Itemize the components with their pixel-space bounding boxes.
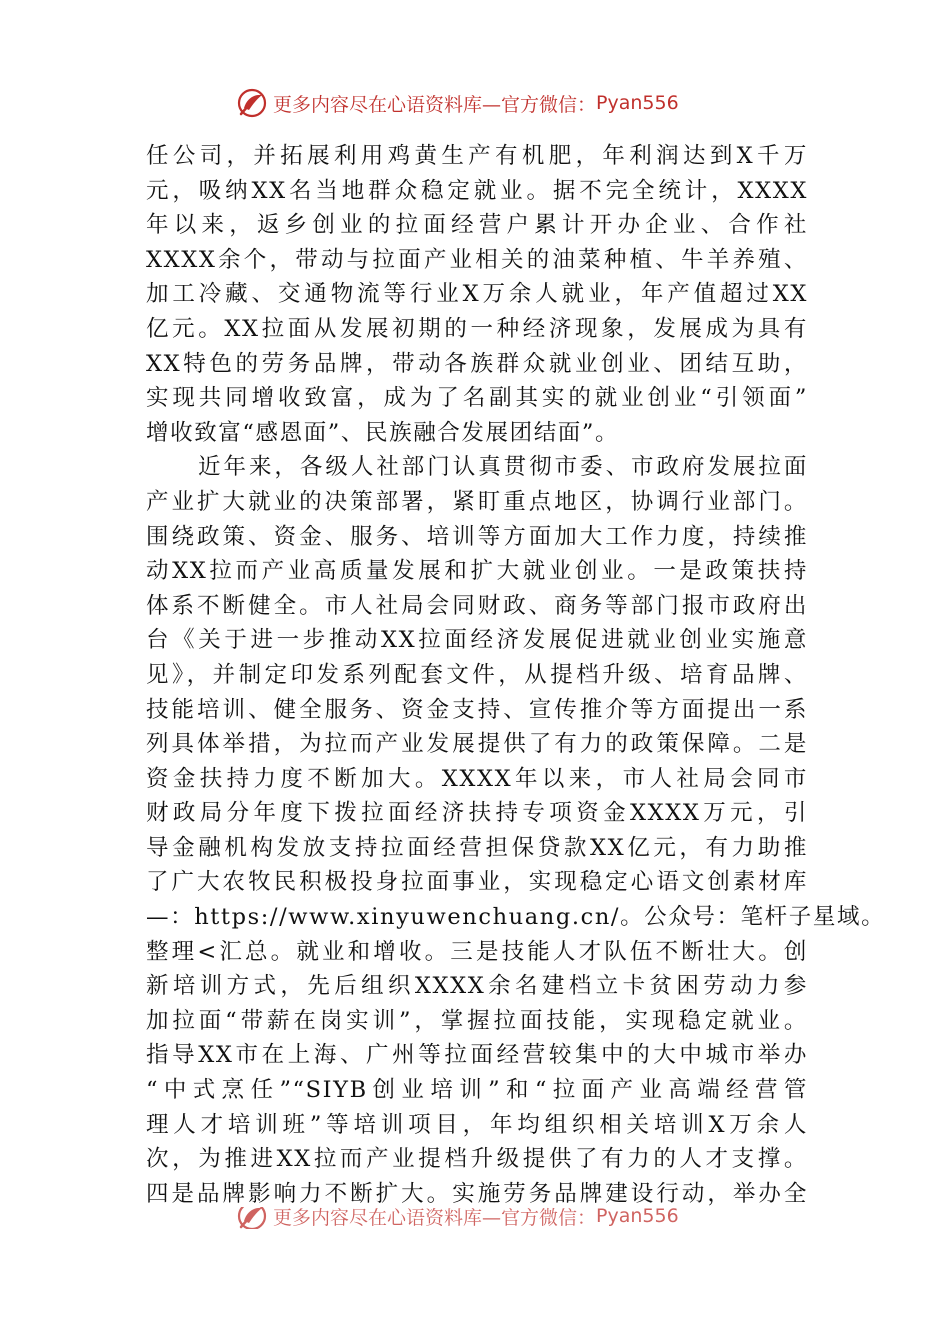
body-line: 资金扶持力度不断加大。XXXX年以来，市人社局会同市	[146, 765, 808, 792]
watermark-header	[235, 86, 679, 120]
body-line: 列具体举措，为拉而产业发展提供了有力的政策保障。二是	[146, 731, 808, 758]
watermark-footer	[235, 1207, 679, 1229]
body-line: 理人才培训班”等培训项目，年均组织相关培训X万余人	[146, 1111, 808, 1138]
body-line: 实现共同增收致富，成为了名副其实的就业创业“引领面”	[146, 385, 808, 412]
body-line: 围绕政策、资金、服务、培训等方面加大工作力度，持续推	[146, 523, 808, 550]
watermark-handle: Pyan556	[596, 1207, 679, 1227]
watermark-logo-icon	[235, 1207, 269, 1229]
watermark-handle: Pyan556	[596, 92, 679, 114]
body-line: 次，为推进XX拉而产业提档升级提供了有力的人才支撑。	[146, 1146, 808, 1173]
body-line: —：https://www.xinyuwenchuang.cn/。公众号：笔杆子星域。	[146, 904, 886, 931]
watermark-text: 更多内容尽在心语资料库—官方微信：	[273, 1207, 597, 1229]
body-line: 近年来，各级人社部门认真贯彻市委、市政府发展拉面	[198, 454, 808, 481]
watermark-text: 更多内容尽在心语资料库—官方微信：	[273, 93, 597, 116]
body-line: XX特色的劳务品牌，带动各族群众就业创业、团结互助，	[146, 350, 808, 377]
body-line: 新培训方式，先后组织XXXX余名建档立卡贫困劳动力参	[146, 973, 808, 1000]
watermark-logo-icon	[235, 86, 269, 120]
body-line: 技能培训、健全服务、资金支持、宣传推介等方面提出一系	[146, 696, 808, 723]
body-line: “中式烹任”“SIYB创业培训”和“拉面产业高端经营管	[146, 1077, 808, 1104]
body-line: 了广大农牧民积极投身拉面事业，实现稳定心语文创素材库	[146, 869, 808, 896]
body-line: 亿元。XX拉面从发展初期的一种经济现象，发展成为具有	[146, 315, 808, 342]
body-line: 加工冷藏、交通物流等行业X万余人就业，年产值超过XX	[146, 281, 808, 308]
body-line: XXXX余个，带动与拉面产业相关的油菜种植、牛羊养殖、	[146, 246, 808, 273]
body-text	[146, 139, 886, 1211]
body-line: 动XX拉而产业高质量发展和扩大就业创业。一是政策扶持	[146, 558, 808, 585]
body-line: 整理<汇总。就业和增收。三是技能人才队伍不断壮大。创	[146, 938, 808, 965]
body-line: 增收致富“感恩面”、民族融合发展团结面”。	[146, 419, 620, 446]
body-line: 体系不断健全。市人社局会同财政、商务等部门报市政府出	[146, 592, 808, 619]
body-line: 台《关于进一步推动XX拉面经济发展促进就业创业实施意	[146, 627, 808, 654]
body-line: 任公司，并拓展利用鸡黄生产有机肥，年利润达到X千万	[146, 143, 808, 169]
body-line: 导金融机构发放支持拉面经营担保贷款XX亿元，有力助推	[146, 834, 808, 861]
body-line: 四是品牌影响力不断扩大。实施劳务品牌建设行动，举办全	[146, 1180, 808, 1207]
body-line: 元，吸纳XX名当地群众稳定就业。据不完全统计，XXXX	[146, 177, 808, 204]
body-line: 产业扩大就业的决策部署，紧盯重点地区，协调行业部门。	[146, 488, 808, 515]
body-line: 财政局分年度下拨拉面经济扶持专项资金XXXX万元，引	[146, 800, 808, 827]
body-line: 加拉面“带薪在岗实训”，掌握拉面技能，实现稳定就业。	[146, 1007, 808, 1034]
body-line: 指导XX市在上海、广州等拉面经营较集中的大中城市举办	[146, 1042, 808, 1069]
body-line: 年以来，返乡创业的拉面经营户累计开办企业、合作社	[146, 212, 808, 239]
body-line: 见》，并制定印发系列配套文件，从提档升级、培育品牌、	[146, 661, 808, 688]
